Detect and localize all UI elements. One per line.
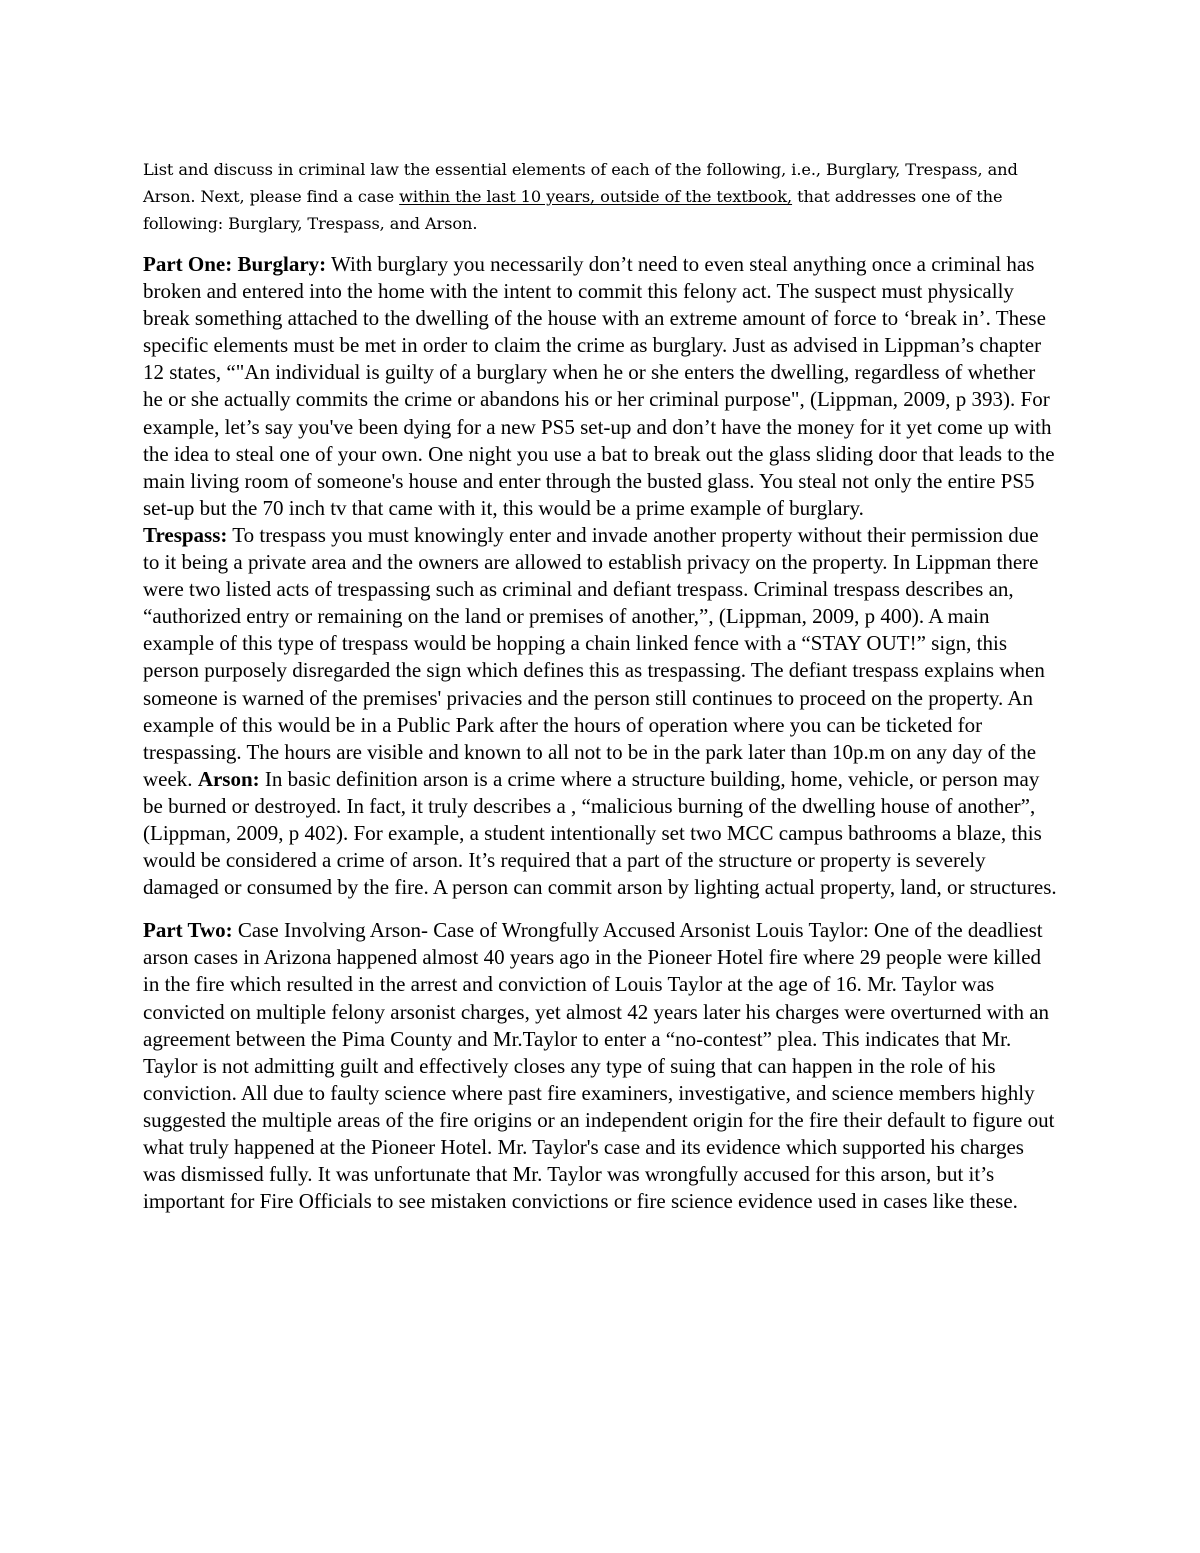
trespass-text: To trespass you must knowingly enter and invade another property without their permission due to it being a private area and the owners are allowed to establish privacy on the property. In Lippman there were two listed acts of trespassing such as criminal and defiant trespass. Criminal trespass describes an, “authorized entry or remaining on the land or premises of another,”, (Lippman, 2009, p 400). A main example of this type of trespass would be hopping a chain linked fence with a “STAY OUT!” sign, this person purposely disregarded the sign which defines this as trespassing. The defiant trespass explains when someone is warned of the premises' privacies and the person still continues to proceed on the property. An example of this would be in a Public Park after the hours of operation where you can be ticketed for trespassing. The hours are visible and known to all not to be in the park later than 10p.m on any day of the week. xyxy=(143,522,1045,791)
prompt-text-start: List and discuss in criminal law the essential elements of each of the following, i.e., Burglary, Trespass, and Arson. Next, please find a case xyxy=(143,160,1018,206)
part-two-text: Case Involving Arson- Case of Wrongfully Accused Arsonist Louis Taylor: One of the deadliest arson cases in Arizona happened almost 40 years ago in the Pioneer Hotel fire where 29 people were killed in the fire which resulted in the arrest and conviction of Louis Taylor at the age of 16. Mr. Taylor was convicted on multiple felony arsonist charges, yet almost 42 years later his charges were overturned with an agreement between the Pima County and Mr.Taylor to enter a “no-contest” plea. This indicates that Mr. Taylor is not admitting guilt and effectively closes any type of suing that can happen in the role of his conviction. All due to faulty science where past fire examiners, investigative, and science members highly suggested the multiple areas of the fire origins or an independent origin for the fire their default to figure out what truly happened at the Pioneer Hotel. Mr. Taylor's case and its evidence which supported his charges was dismissed fully. It was unfortunate that Mr. Taylor was wrongfully accused for this arson, but it’s important for Fire Officials to see mistaken convictions or fire science evidence used in cases like these. xyxy=(143,918,1055,1214)
part-one-heading: Part One: xyxy=(143,252,233,276)
part-two-heading: Part Two: xyxy=(143,918,233,943)
trespass-label: Trespass: xyxy=(143,522,228,547)
arson-text: In basic definition arson is a crime where a structure building, home, vehicle, or person may be burned or destroyed. In fact, it truly describes a , “malicious burning of the dwelling house of another”, (Lippman, 2009, p 402). For example, a student intentionally set two MCC campus bathrooms a blaze, this would be considered a crime of arson. It’s required that a part of the structure or property is severely damaged or consumed by the fire. A person can commit arson by lighting actual property, land, or structures. xyxy=(143,766,1057,900)
assignment-prompt xyxy=(143,156,1058,237)
arson-label: Arson: xyxy=(197,766,260,791)
part-one-paragraph xyxy=(143,251,1058,901)
prompt-underlined-text: within the last 10 years, outside of the textbook, xyxy=(399,187,793,206)
part-two-paragraph xyxy=(143,917,1058,1215)
prompt-text-end: that addresses one of the following: Burglary, Trespass, and Arson. xyxy=(143,187,1003,233)
burglary-text: With burglary you necessarily don’t need to even steal anything once a criminal has broken and entered into the home with the intent to commit this felony act. The suspect must physically break something attached to the dwelling of the house with an extreme amount of force to ‘break in’. These specific elements must be met in order to claim the crime as burglary. Just as advised in Lippman’s chapter 12 states, “"An individual is guilty of a burglary when he or she enters the dwelling, regardless of whether he or she actually commits the crime or abandons his or her criminal purpose", (Lippman, 2009, p 393). For example, let’s say you've been dying for a new PS5 set-up and don’t have the money for it yet come up with the idea to steal one of your own. One night you use a bat to break out the glass sliding door that leads to the main living room of someone's house and enter through the busted glass. You steal not only the entire PS5 set-up but the 70 inch tv that came with it, this would be a prime example of burglary. xyxy=(143,252,1055,520)
document-body xyxy=(143,156,1058,1231)
burglary-label: Burglary: xyxy=(237,252,327,276)
